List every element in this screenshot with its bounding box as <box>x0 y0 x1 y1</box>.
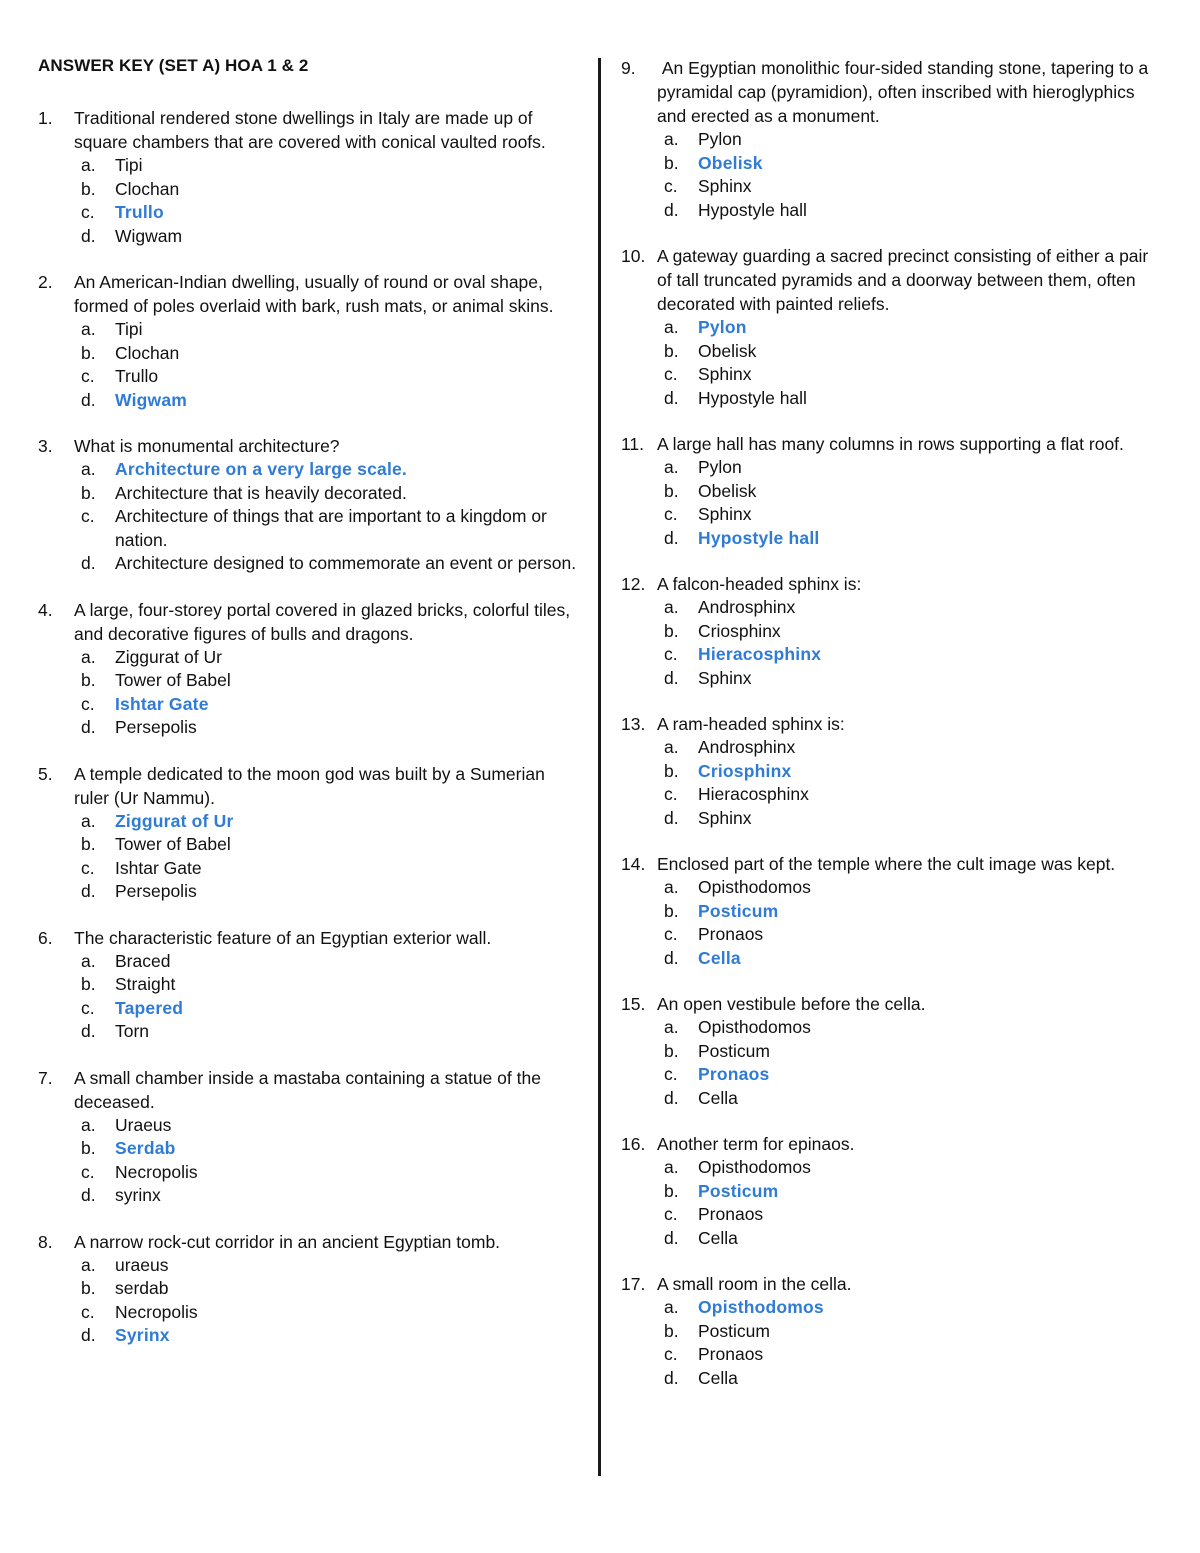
question-text: What is monumental architecture? <box>74 436 340 456</box>
question-13 <box>621 712 1166 830</box>
option-letter: b. <box>81 1138 96 1158</box>
question-number: 16. <box>621 1134 646 1154</box>
option-letter: c. <box>81 1301 95 1322</box>
option-list <box>38 458 583 576</box>
option <box>38 342 583 366</box>
question-text: A large hall has many columns in rows supporting a flat roof. <box>657 434 1124 454</box>
option-letter: d. <box>81 881 96 901</box>
correct-option <box>38 997 583 1021</box>
correct-answer-text: Posticum <box>698 900 779 921</box>
option-text: uraeus <box>115 1254 169 1275</box>
correct-option <box>38 201 583 225</box>
question-number: 2. <box>38 272 53 292</box>
option-letter: b. <box>664 152 679 173</box>
option-letter: d. <box>664 947 679 968</box>
question-text: A temple dedicated to the moon god was built by a Sumerian ruler (Ur Nammu). <box>74 763 545 808</box>
option <box>38 1254 583 1278</box>
option-text: Cella <box>698 1087 738 1108</box>
option-list <box>38 1114 583 1208</box>
option-letter: d. <box>664 387 679 408</box>
option-text: Androsphinx <box>698 597 796 617</box>
option <box>38 833 583 857</box>
option-letter: c. <box>664 784 678 804</box>
option-text: Architecture that is heavily decorated. <box>115 482 407 503</box>
correct-option <box>621 900 1166 924</box>
option-text: Pylon <box>698 457 742 477</box>
correct-option <box>38 810 583 834</box>
option-list <box>621 596 1166 690</box>
option-text: Opisthodomos <box>698 877 811 897</box>
option <box>38 669 583 693</box>
option-letter: a. <box>664 457 679 477</box>
option-letter: b. <box>81 178 96 199</box>
option-text: Braced <box>115 950 171 971</box>
option-letter: a. <box>664 877 679 897</box>
option-text: Sphinx <box>698 667 752 688</box>
option-letter: c. <box>81 506 95 526</box>
option-letter: c. <box>81 997 95 1018</box>
option-letter: a. <box>81 1114 96 1135</box>
question-stem <box>621 244 1166 316</box>
question-14 <box>621 852 1166 970</box>
correct-option <box>621 1296 1166 1320</box>
option-text: Androsphinx <box>698 737 796 757</box>
correct-option <box>621 760 1166 784</box>
option-letter: b. <box>664 760 679 781</box>
option-text: Architecture of things that are important to a kingdom or nation. <box>115 506 547 550</box>
option-letter: c. <box>664 644 678 664</box>
left-column <box>38 56 583 1370</box>
option <box>621 807 1166 831</box>
option-text: serdab <box>115 1278 169 1298</box>
option-text: Torn <box>115 1021 150 1041</box>
question-text: An Egyptian monolithic four-sided standing stone, tapering to a pyramidal cap (pyramidion), often inscribed with hieroglyphics and erected as a monument. <box>657 58 1154 126</box>
option-list <box>38 810 583 904</box>
option <box>621 1343 1166 1367</box>
option-letter: d. <box>81 1325 96 1345</box>
option-letter: b. <box>81 1278 96 1298</box>
option-text: Architecture designed to commemorate an event or person. <box>115 553 577 573</box>
option-text: Straight <box>115 974 176 994</box>
option <box>38 950 583 974</box>
option <box>621 1367 1166 1391</box>
option-letter: d. <box>664 1227 679 1248</box>
correct-option <box>621 1063 1166 1087</box>
question-15 <box>621 992 1166 1110</box>
option-letter: c. <box>81 202 95 222</box>
question-text: A small room in the cella. <box>657 1274 852 1294</box>
option-list <box>38 154 583 248</box>
option-text: Tipi <box>115 319 143 339</box>
option-letter: c. <box>664 504 678 524</box>
option <box>621 876 1166 900</box>
option-text: Clochan <box>115 178 180 199</box>
option <box>621 387 1166 411</box>
option-letter: b. <box>81 670 96 690</box>
option <box>621 503 1166 527</box>
question-stem <box>38 434 583 458</box>
option-list <box>621 1296 1166 1390</box>
question-stem <box>621 992 1166 1016</box>
option <box>621 923 1166 947</box>
option-list <box>621 316 1166 410</box>
option <box>38 716 583 740</box>
option-text: Hypostyle hall <box>698 199 807 220</box>
option <box>621 340 1166 364</box>
option-text: Pylon <box>698 129 742 149</box>
option <box>38 1161 583 1185</box>
option-letter: a. <box>664 1017 679 1037</box>
question-stem <box>38 762 583 810</box>
option-text: Sphinx <box>698 504 752 524</box>
correct-answer-text: Opisthodomos <box>698 1297 824 1317</box>
option-letter: d. <box>664 1087 679 1108</box>
option <box>38 178 583 202</box>
option-letter: d. <box>81 225 96 246</box>
option-text: Opisthodomos <box>698 1017 811 1037</box>
question-4 <box>38 598 583 740</box>
option-letter: d. <box>81 717 96 737</box>
option-text: Hypostyle hall <box>698 387 807 408</box>
question-text: A small chamber inside a mastaba containing a statue of the deceased. <box>74 1067 541 1112</box>
question-number: 3. <box>38 436 53 456</box>
question-stem <box>621 712 1166 736</box>
option-letter: b. <box>664 340 679 361</box>
option <box>621 596 1166 620</box>
question-number: 4. <box>38 599 53 620</box>
question-number: 11. <box>621 434 645 454</box>
option-text: Wigwam <box>115 225 183 246</box>
question-stem <box>621 572 1166 596</box>
option-text: Pronaos <box>698 1344 764 1364</box>
option-text: Obelisk <box>698 480 757 501</box>
option-text: Clochan <box>115 342 180 363</box>
question-6 <box>38 926 583 1044</box>
option-list <box>38 646 583 740</box>
option-letter: b. <box>664 1320 679 1341</box>
option-letter: b. <box>81 482 96 503</box>
option <box>38 973 583 997</box>
correct-option <box>38 389 583 413</box>
question-5 <box>38 762 583 904</box>
question-stem <box>621 56 1166 128</box>
correct-option <box>621 643 1166 667</box>
correct-answer-text: Tapered <box>115 997 184 1018</box>
question-number: 12. <box>621 574 646 594</box>
option-text: Persepolis <box>115 881 197 901</box>
question-number: 13. <box>621 714 646 734</box>
correct-option <box>38 1324 583 1348</box>
option-list <box>38 318 583 412</box>
option <box>621 1203 1166 1227</box>
option-text: Necropolis <box>115 1301 198 1322</box>
option <box>38 154 583 178</box>
question-17 <box>621 1272 1166 1390</box>
question-stem <box>38 598 583 646</box>
option-letter: c. <box>664 1344 678 1364</box>
option-text: Criosphinx <box>698 620 781 641</box>
correct-answer-text: Hypostyle hall <box>698 527 820 548</box>
option-letter: c. <box>664 364 678 384</box>
option-list <box>621 876 1166 970</box>
option-text: Persepolis <box>115 717 197 737</box>
question-text: An open vestibule before the cella. <box>657 994 926 1014</box>
option-list <box>38 950 583 1044</box>
option-letter: c. <box>664 1064 678 1084</box>
question-number: 8. <box>38 1231 53 1252</box>
option-list <box>621 736 1166 830</box>
option-text: Hieracosphinx <box>698 784 809 804</box>
question-1 <box>38 106 583 248</box>
option <box>38 482 583 506</box>
option-letter: a. <box>81 950 96 971</box>
question-text: Traditional rendered stone dwellings in Italy are made up of square chambers that are covered with conical vaulted roofs. <box>74 108 546 152</box>
option-text: Pronaos <box>698 924 764 944</box>
question-number: 9. <box>621 58 636 78</box>
question-16 <box>621 1132 1166 1250</box>
option <box>38 1277 583 1301</box>
option-letter: a. <box>81 155 96 175</box>
question-number: 15. <box>621 994 646 1014</box>
option-letter: a. <box>81 319 96 339</box>
option-letter: c. <box>664 176 678 196</box>
option-letter: a. <box>664 737 679 757</box>
question-text: An American-Indian dwelling, usually of round or oval shape, formed of poles overlaid with bark, rush mats, or animal skins. <box>74 272 554 316</box>
question-number: 14. <box>621 854 646 874</box>
option <box>38 880 583 904</box>
question-text: A large, four-storey portal covered in glazed bricks, colorful tiles, and decorative figures of bulls and dragons. <box>74 599 571 644</box>
correct-answer-text: Trullo <box>115 202 164 222</box>
option <box>38 365 583 389</box>
question-3 <box>38 434 583 576</box>
correct-answer-text: Ziggurat of Ur <box>115 810 234 831</box>
correct-answer-text: Pylon <box>698 317 747 337</box>
correct-answer-text: Posticum <box>698 1180 779 1201</box>
option-text: Tower of Babel <box>115 834 231 854</box>
question-stem <box>38 270 583 318</box>
option-letter: a. <box>81 459 96 479</box>
correct-answer-text: Obelisk <box>698 152 763 173</box>
correct-answer-text: Criosphinx <box>698 760 792 781</box>
option-text: Uraeus <box>115 1114 172 1135</box>
option-text: Sphinx <box>698 364 752 384</box>
question-10 <box>621 244 1166 410</box>
option <box>621 1087 1166 1111</box>
option-letter: d. <box>81 389 96 410</box>
option-list <box>621 1156 1166 1250</box>
option-text: Tower of Babel <box>115 670 231 690</box>
question-stem <box>621 1272 1166 1296</box>
option-letter: a. <box>81 810 96 831</box>
correct-option <box>621 527 1166 551</box>
correct-answer-text: Ishtar Gate <box>115 693 209 714</box>
option-letter: c. <box>81 693 95 714</box>
left-question-list <box>38 106 583 1348</box>
question-number: 17. <box>621 1274 646 1294</box>
option-letter: d. <box>664 527 679 548</box>
option-letter: b. <box>664 900 679 921</box>
option <box>38 1184 583 1208</box>
question-7 <box>38 1066 583 1208</box>
option-letter: c. <box>664 924 678 944</box>
correct-option <box>38 693 583 717</box>
option-list <box>621 128 1166 222</box>
correct-answer-text: Cella <box>698 947 741 968</box>
option <box>621 1320 1166 1344</box>
option-text: Ishtar Gate <box>115 857 202 878</box>
question-text: A falcon-headed sphinx is: <box>657 574 862 594</box>
option <box>621 199 1166 223</box>
option-letter: d. <box>664 199 679 220</box>
correct-option <box>621 316 1166 340</box>
option <box>621 620 1166 644</box>
question-stem <box>38 106 583 154</box>
option-letter: a. <box>81 646 96 667</box>
option-text: Opisthodomos <box>698 1157 811 1177</box>
option <box>38 857 583 881</box>
option-letter: b. <box>81 834 96 854</box>
question-text: Another term for epinaos. <box>657 1134 855 1154</box>
question-text: A ram-headed sphinx is: <box>657 714 845 734</box>
correct-option <box>621 152 1166 176</box>
correct-option <box>621 947 1166 971</box>
option <box>621 1156 1166 1180</box>
question-number: 7. <box>38 1067 53 1088</box>
option-letter: b. <box>664 480 679 501</box>
option-letter: a. <box>664 129 679 149</box>
option-text: syrinx <box>115 1185 161 1205</box>
correct-option <box>38 458 583 482</box>
option <box>621 1016 1166 1040</box>
right-question-list <box>621 56 1166 1390</box>
page-title: ANSWER KEY (SET A) HOA 1 & 2 <box>38 56 309 75</box>
question-stem <box>38 926 583 950</box>
question-stem <box>621 432 1166 456</box>
option-letter: a. <box>81 1254 96 1275</box>
option <box>621 1040 1166 1064</box>
option-letter: c. <box>81 366 95 386</box>
correct-answer-text: Serdab <box>115 1138 176 1158</box>
column-divider <box>598 58 601 1476</box>
option <box>621 736 1166 760</box>
option-letter: c. <box>81 1161 95 1182</box>
option <box>38 1114 583 1138</box>
option <box>621 456 1166 480</box>
question-stem <box>621 1132 1166 1156</box>
option-letter: b. <box>664 620 679 641</box>
option-text: Sphinx <box>698 176 752 196</box>
option-letter: a. <box>664 1157 679 1177</box>
question-stem <box>38 1230 583 1254</box>
question-number: 5. <box>38 763 53 784</box>
question-stem <box>38 1066 583 1114</box>
option <box>38 505 583 552</box>
option-text: Obelisk <box>698 340 757 361</box>
question-8 <box>38 1230 583 1348</box>
option-text: Tipi <box>115 155 143 175</box>
option <box>621 667 1166 691</box>
option-letter: a. <box>664 597 679 617</box>
option-text: Posticum <box>698 1320 770 1341</box>
option-text: Pronaos <box>698 1204 764 1224</box>
option-letter: c. <box>81 857 95 878</box>
question-number: 1. <box>38 108 53 128</box>
option <box>621 1227 1166 1251</box>
question-number: 10. <box>621 246 646 266</box>
question-number: 6. <box>38 927 53 948</box>
option-letter: d. <box>81 1021 96 1041</box>
option-text: Cella <box>698 1227 738 1248</box>
question-2 <box>38 270 583 412</box>
question-text: Enclosed part of the temple where the cult image was kept. <box>657 854 1116 874</box>
correct-answer-text: Architecture on a very large scale. <box>115 459 407 479</box>
option-list <box>621 1016 1166 1110</box>
question-text: A narrow rock-cut corridor in an ancient Egyptian tomb. <box>74 1231 501 1252</box>
question-11 <box>621 432 1166 550</box>
correct-answer-text: Hieracosphinx <box>698 644 822 664</box>
option <box>621 128 1166 152</box>
option-letter: a. <box>664 1297 679 1317</box>
option <box>38 318 583 342</box>
option-text: Ziggurat of Ur <box>115 646 222 667</box>
option-letter: c. <box>664 1204 678 1224</box>
option <box>38 1020 583 1044</box>
option <box>38 225 583 249</box>
option-letter: b. <box>81 974 96 994</box>
correct-option <box>621 1180 1166 1204</box>
option-text: Posticum <box>698 1040 770 1061</box>
option <box>621 175 1166 199</box>
option-text: Sphinx <box>698 807 752 828</box>
option-letter: d. <box>81 553 96 573</box>
option-list <box>621 456 1166 550</box>
option-text: Necropolis <box>115 1161 198 1182</box>
correct-answer-text: Syrinx <box>115 1325 170 1345</box>
option <box>38 552 583 576</box>
option-letter: d. <box>664 667 679 688</box>
question-stem <box>621 852 1166 876</box>
question-text: A gateway guarding a sacred precinct consisting of either a pair of tall truncated pyramids and a doorway between them, often decorated with painted reliefs. <box>657 246 1149 314</box>
right-column <box>621 56 1166 1412</box>
option-letter: b. <box>81 342 96 363</box>
question-9 <box>621 56 1166 222</box>
option <box>38 646 583 670</box>
correct-answer-text: Wigwam <box>115 389 188 410</box>
question-12 <box>621 572 1166 690</box>
option-text: Trullo <box>115 366 159 386</box>
option-text: Cella <box>698 1367 738 1388</box>
question-text: The characteristic feature of an Egyptian exterior wall. <box>74 927 492 948</box>
option-list <box>38 1254 583 1348</box>
option <box>621 480 1166 504</box>
option <box>621 363 1166 387</box>
option-letter: d. <box>664 1367 679 1388</box>
option-letter: d. <box>81 1185 96 1205</box>
option-letter: a. <box>664 317 679 337</box>
option-letter: b. <box>664 1040 679 1061</box>
correct-option <box>38 1137 583 1161</box>
option-letter: d. <box>664 807 679 828</box>
option-letter: b. <box>664 1180 679 1201</box>
correct-answer-text: Pronaos <box>698 1064 770 1084</box>
option <box>621 783 1166 807</box>
option <box>38 1301 583 1325</box>
